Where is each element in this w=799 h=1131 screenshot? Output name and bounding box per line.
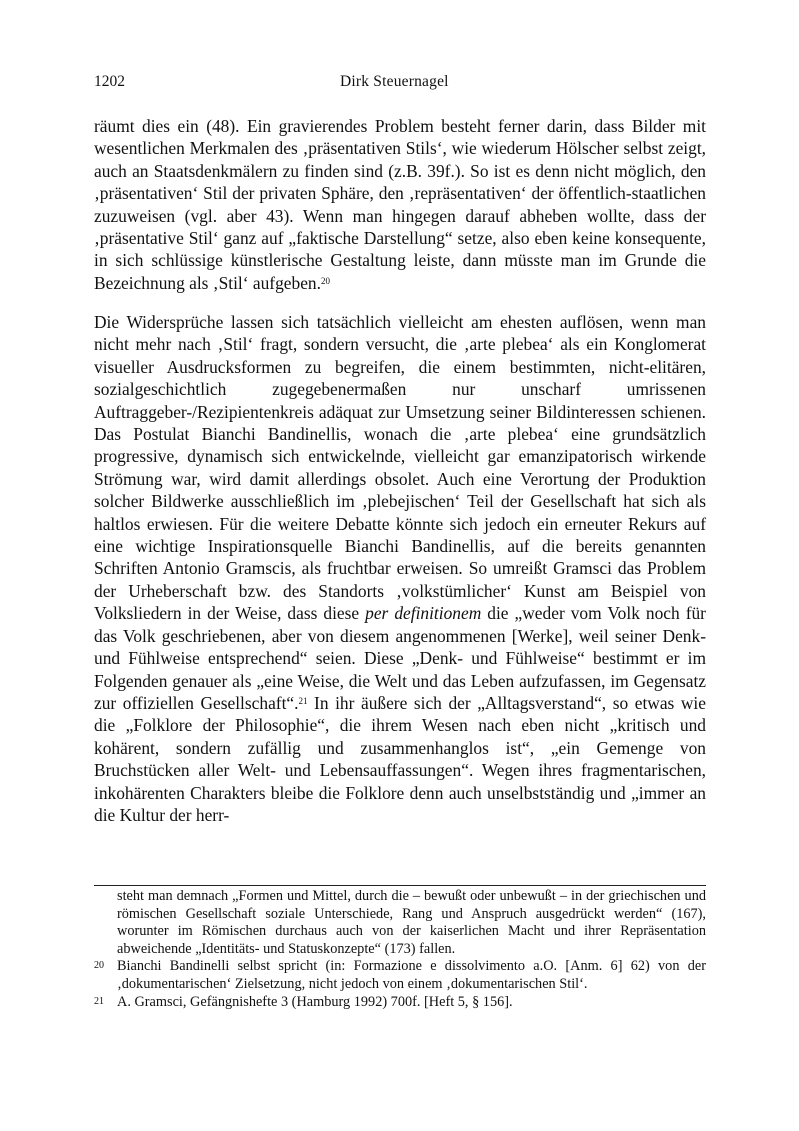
footnote-text: A. Gramsci, Gefängnishefte 3 (Hamburg 1992) 700f. [Heft 5, § 156]. — [117, 993, 513, 1010]
paragraph-text: räumt dies ein (48). Ein gravierendes Problem besteht ferner darin, dass Bilder mit wesentlichen Merkmalen des ‚präsentativen Stils‘, wie wiederum Hölscher selbst zeigt, auch an Staatsdenkmälern zu finden sind (z.B. 39f.). So ist es denn nicht möglich, den ‚präsentativen‘ Stil der privaten Sphäre, den ‚repräsentativen‘ der öffentlich-staatlichen zuzuweisen (vgl. aber 43). Wenn man hingegen darauf abheben wollte, dass der ‚präsentative Stil‘ ganz auf „faktische Darstellung“ setze, also eben keine konsequente, in sich schlüssige künstlerische Gestaltung leiste, dann müsste man im Grunde die Bezeichnung als ‚Stil‘ aufgeben. — [94, 116, 706, 293]
body-paragraph-1 — [94, 115, 706, 294]
footnote-continuation: steht man demnach „Formen und Mittel, durch die – bewußt oder unbewußt – in der griechischen und römischen Gesellschaft soziale Unterschiede, Rang und Anspruch ausgedrückt werden“ (167), worunter im Römischen durchaus auch von der kaiserlichen Macht und ihrer Repräsentation abweichende „Identitäts- und Statuskonzepte“ (173) fallen. — [117, 888, 706, 957]
paragraph-text: die „weder vom Volk noch für das Volk geschriebenen, aber von diesem angenommenen [Werke], weil seiner Denk- und Fühlweise entsprechend“ seien. Diese „Denk- und Fühlweise“ bestimmt er im Folgenden genauer als „eine Weise, die Welt und das Leben aufzufassen, im Gegensatz zur offiziellen Gesellschaft“. — [94, 603, 706, 713]
running-head: Dirk Steuernagel — [340, 73, 449, 90]
footnote-separator — [94, 885, 706, 886]
footnote-reference-21: 21 — [298, 695, 308, 706]
page-number: 1202 — [94, 73, 125, 90]
footnote-21 — [94, 994, 706, 1012]
footnote-number: 20 — [94, 960, 104, 972]
footnote-20 — [94, 958, 706, 993]
footnote-reference-20: 20 — [320, 275, 330, 286]
paragraph-text: Die Widersprüche lassen sich tatsächlich vielleicht am ehesten auflösen, wenn man nicht mehr nach ‚Stil‘ fragt, sondern versucht, die ‚arte plebea‘ als ein Konglomerat visueller Ausdrucksformen zu begreifen, die einem bestimmten, nicht-elitären, sozialgeschichtlich zugegebenermaßen nur unscharf umrissenen Auftraggeber-/Rezipientenkreis adäquat zur Umsetzung seiner Bildinteressen schienen. Das Postulat Bianchi Bandinellis, wonach die ‚arte plebea‘ eine grundsätzlich progressive, dynamisch sich entwickelnde, vielleicht gar emanzipatorisch wirkende Strömung war, wird damit allerdings obsolet. Auch eine Verortung der Produktion solcher Bildwerke ausschließlich im ‚plebejischen‘ Teil der Gesellschaft hat sich als haltlos erwiesen. Für die weitere Debatte könnte sich jedoch ein erneuter Rekurs auf eine wichtige Inspirationsquelle Bianchi Bandinellis, auf die bereits genannten Schriften Antonio Gramscis, als fruchtbar erweisen. So umreißt Gramsci das Problem der Urheberschaft bzw. des Standorts ‚volkstümlicher‘ Kunst am Beispiel von Volksliedern in der Weise, dass diese — [94, 312, 706, 624]
footnote-number: 21 — [94, 995, 104, 1007]
italic-term: per definitionem — [365, 603, 482, 624]
footnotes — [94, 888, 706, 1011]
footnote-text: Bianchi Bandinelli selbst spricht (in: Formazione e dissolvimento a.O. [Anm. 6] 62) von der ‚dokumentarischen‘ Zielsetzung, nicht jedoch von einem ‚dokumentarischen Stil‘. — [117, 958, 706, 992]
paragraph-text: In ihr äußere sich der „Alltagsverstand“, so etwas wie die „Folklore der Philosophie“, die ihrem Wesen nach eben nicht „kritisch und kohärent, sondern zufällig und zusammenhanglos ist“, „ein Gemenge von Bruchstücken aller Welt- und Lebensauffassungen“. Wegen ihres fragmentarischen, inkohärenten Charakters bleibe die Folklore denn auch unselbstständig und „immer an die Kultur der herr- — [94, 692, 706, 825]
body-paragraph-2 — [94, 311, 706, 826]
